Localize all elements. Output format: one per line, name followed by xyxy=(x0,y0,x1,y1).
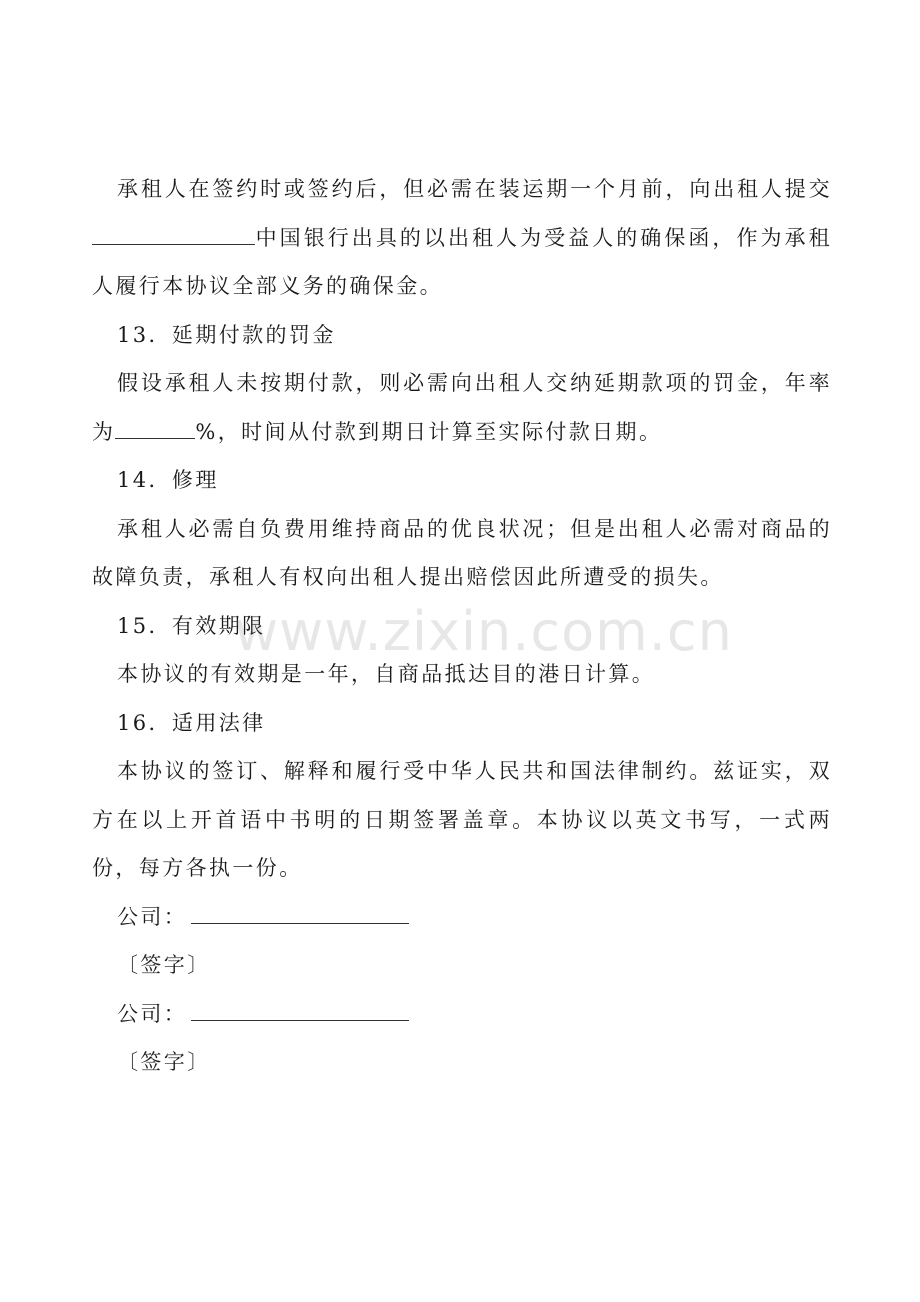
company-label: 公司： xyxy=(117,904,188,929)
paragraph-text: 承租人在签约时或签约后，但必需在装运期一个月前，向出租人提交 xyxy=(117,177,832,201)
signature-blank xyxy=(191,901,409,924)
sign-label-2: 〔签字〕 xyxy=(117,1050,211,1074)
fill-in-blank xyxy=(92,222,255,245)
section-heading-15: 15．有效期限 xyxy=(117,613,266,638)
section-heading-16: 16．适用法律 xyxy=(117,710,266,735)
sign-label-1: 〔签字〕 xyxy=(117,953,211,977)
company-signature-line-2 xyxy=(92,990,832,1039)
paragraph-late-penalty xyxy=(92,359,832,456)
paragraph-governing-law: 本协议的签订、解释和履行受中华人民共和国法律制约。兹证实，双方在以上开首语中书明的日期签署盖章。本协议以英文书写，一式两份，每方各执一份。 xyxy=(92,759,832,880)
paragraph-text: %，时间从付款到期日计算至实际付款日期。 xyxy=(195,419,663,444)
section-heading-13: 13．延期付款的罚金 xyxy=(117,322,336,347)
company-label: 公司： xyxy=(117,1001,188,1026)
paragraph-validity: 本协议的有效期是一年，自商品抵达目的港日计算。 xyxy=(117,662,656,686)
section-heading-14: 14．修理 xyxy=(117,468,219,492)
paragraph-text: 假设承租人未按期付款，则必需向出租人交纳延期款项的罚金，年率为 xyxy=(92,371,832,444)
watermark-text: www.zixin.com.cn xyxy=(234,600,733,663)
paragraph-guarantee xyxy=(92,165,832,311)
fill-in-blank xyxy=(115,416,195,439)
company-signature-line-1 xyxy=(92,893,832,942)
paragraph-repair: 承租人必需自负费用维持商品的优良状况；但是出租人必需对商品的故障负责，承租人有权向出租人提出赔偿因此所遭受的损失。 xyxy=(92,516,832,589)
paragraph-text: 中国银行出具的以出租人为受益人的确保函，作为承租人履行本协议全部义务的确保金。 xyxy=(92,225,832,298)
signature-blank xyxy=(191,998,409,1021)
document-body xyxy=(92,165,832,1087)
